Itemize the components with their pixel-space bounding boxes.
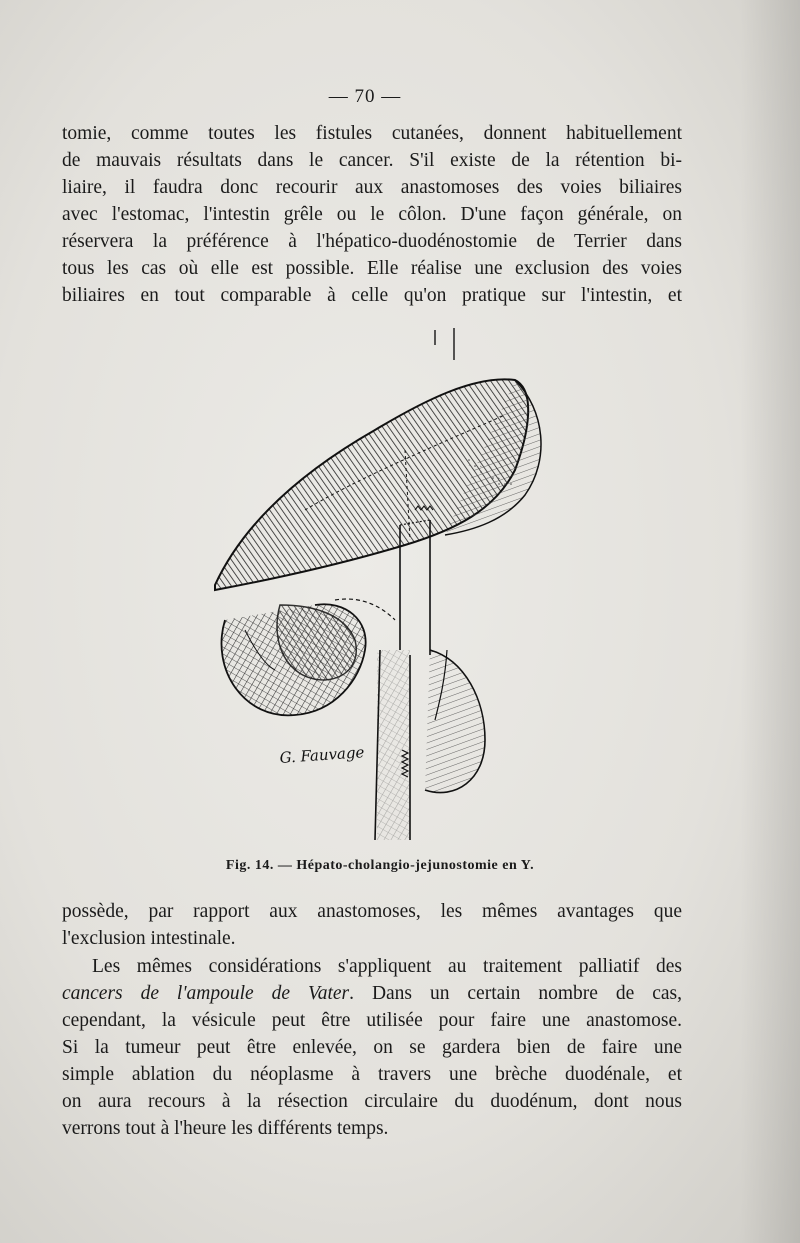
- text-line: de mauvais résultats dans le cancer. S'il existe de la rétention bi-: [62, 150, 682, 171]
- artist-signature: G. Fauvage: [279, 743, 365, 767]
- paragraph-3: [62, 953, 682, 1142]
- text-line: avec l'estomac, l'intestin grêle ou le côlon. D'une façon générale, on: [62, 204, 682, 225]
- page-edge-shadow: [740, 0, 800, 1243]
- paragraph-1: [62, 120, 682, 309]
- jejunal-loop: [425, 650, 485, 793]
- paragraph-2: [62, 898, 682, 952]
- text-line: Si la tumeur peut être enlevée, on se gardera bien de faire une: [62, 1037, 682, 1058]
- italic-term: cancers de l'ampoule de Vater: [62, 983, 350, 1004]
- text-line: on aura recours à la résection circulaire du duodénum, dont nous: [62, 1091, 682, 1112]
- text-line: l'exclusion intestinale.: [62, 928, 236, 949]
- text-fragment: . Dans un certain nombre de cas,: [349, 983, 682, 1004]
- text-line: biliaires en tout comparable à celle qu'on pratique sur l'intestin, et: [62, 285, 682, 306]
- text-line: tomie, comme toutes les fistules cutanées, donnent habituellement: [62, 123, 682, 144]
- text-line: cependant, la vésicule peut être utilisée pour faire une anastomose.: [62, 1010, 682, 1031]
- figure-caption: Fig. 14. — Hépato-cholangio-jejunostomie en Y.: [225, 858, 535, 873]
- text-line-mixed: [62, 980, 682, 1007]
- text-line: simple ablation du néoplasme à travers une brèche duodénale, et: [62, 1064, 682, 1085]
- text-line: Les mêmes considérations s'appliquent au traitement palliatif des: [92, 956, 682, 977]
- page-number: — 70 —: [328, 86, 402, 107]
- anatomical-illustration: [185, 320, 565, 845]
- text-line: tous les cas où elle est possible. Elle réalise une exclusion des voies: [62, 258, 682, 279]
- text-line: verrons tout à l'heure les différents temps.: [62, 1118, 389, 1139]
- text-line: possède, par rapport aux anastomoses, les mêmes avantages que: [62, 901, 682, 922]
- text-line: réservera la préférence à l'hépatico-duodénostomie de Terrier dans: [62, 231, 682, 252]
- ligature-marks: [435, 328, 454, 360]
- text-line: liaire, il faudra donc recourir aux anastomoses des voies biliaires: [62, 177, 682, 198]
